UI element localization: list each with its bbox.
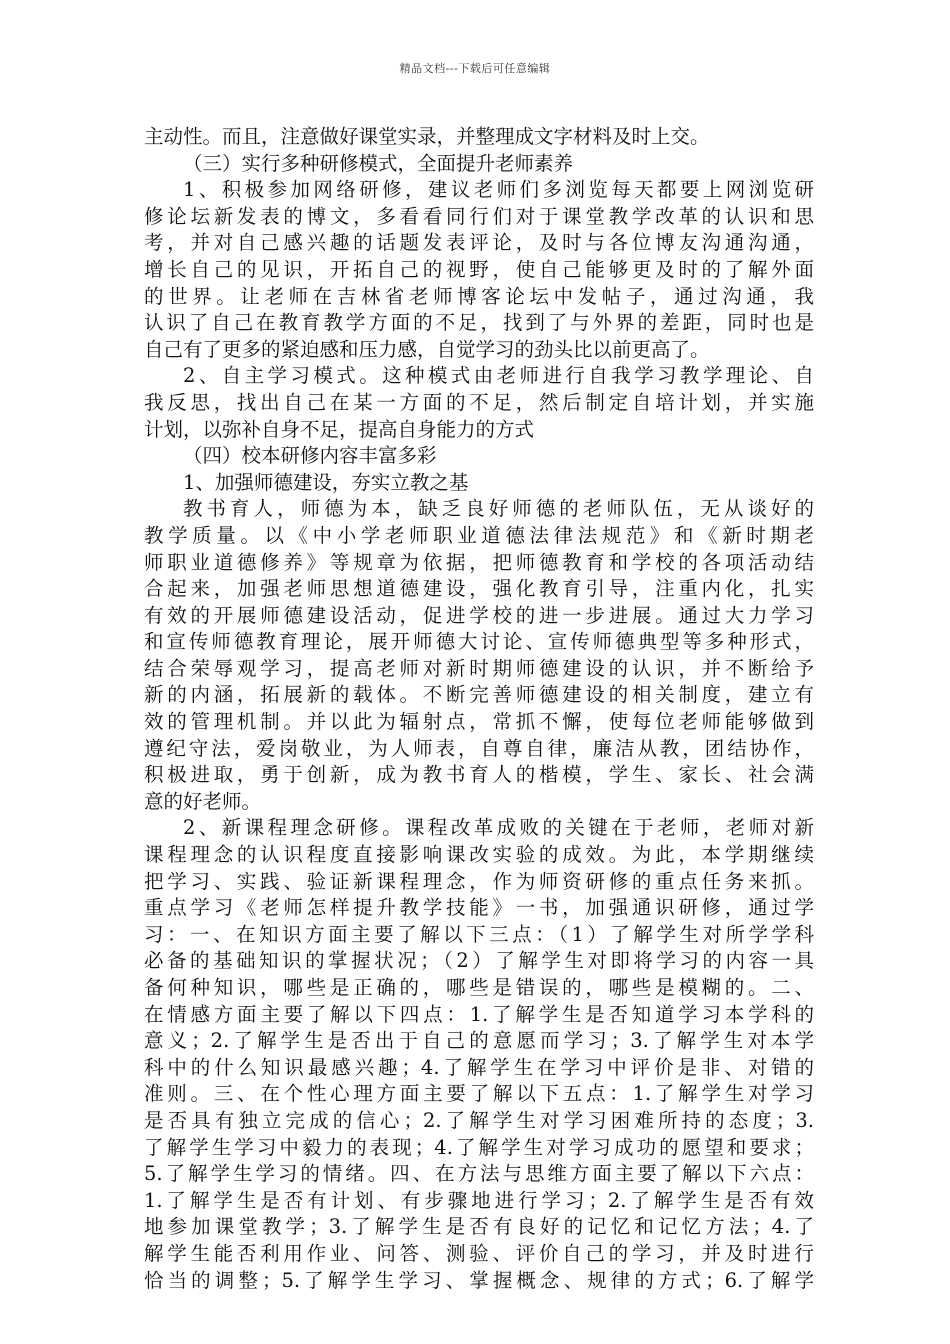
text-line: 认识了自己在教育教学方面的不足，找到了与外界的差距，同时也是 (144, 311, 814, 335)
text-line: 备何种知识，哪些是正确的，哪些是错误的，哪些是模糊的。二、 (144, 976, 814, 999)
text-line: 积极进取，勇于创新，成为教书育人的楷模，学生、家长、社会满 (144, 763, 814, 787)
section-heading: （四）校本研修内容丰富多彩 (183, 444, 437, 468)
text-line: 和宣传师德教育理论，展开师德大讨论、宣传师德典型等多种形式， (144, 630, 814, 654)
text-line: 效的管理机制。并以此为辐射点，常抓不懈，使每位老师能够做到 (144, 710, 814, 734)
text-line: 师职业道德修养》等规章为依据，把师德教育和学校的各项活动结 (144, 550, 814, 574)
text-line: 1、积极参加网络研修，建议老师们多浏览每天都要上网浏览研 (183, 178, 814, 202)
text-line: 新的内涵，拓展新的载体。不断完善师德建设的相关制度，建立有 (144, 683, 814, 707)
text-line: 的世界。让老师在吉林省老师博客论坛中发帖子，通过沟通，我 (144, 284, 814, 308)
text-line: 了解学生学习中毅力的表现；4.了解学生对学习成功的愿望和要求； (144, 1135, 814, 1159)
section-heading: 1、加强师德建设，夯实立教之基 (183, 470, 469, 494)
text-line: 是否具有独立完成的信心；2.了解学生对学习困难所持的态度；3. (144, 1108, 814, 1132)
text-line: 我反思，找出自己在某一方面的不足，然后制定自培计划，并实施 (144, 390, 814, 414)
document-body (144, 124, 814, 1294)
text-line: 增长自己的见识，开拓自己的视野，使自己能够更及时的了解外面 (144, 257, 814, 281)
text-line: 2、自主学习模式。这种模式由老师进行自我学习教学理论、自 (183, 364, 814, 388)
text-line: 有效的开展师德建设活动，促进学校的进一步进展。通过大力学习 (144, 603, 814, 627)
text-line: 意义；2.了解学生是否出于自己的意愿而学习；3.了解学生对本学 (144, 1029, 814, 1053)
text-line: 结合荣辱观学习，提高老师对新时期师德建设的认识，并不断给予 (144, 656, 814, 680)
text-line: 地参加课堂教学；3.了解学生是否有良好的记忆和记忆方法；4.了 (144, 1215, 814, 1239)
text-line: 把学习、实践、验证新课程理念，作为师资研修的重点任务来抓。 (144, 869, 814, 893)
text-line: 解学生能否利用作业、问答、测验、评价自己的学习，并及时进行 (144, 1241, 814, 1265)
text-line: 准则。三、在个性心理方面主要了解以下五点：1.了解学生对学习 (144, 1082, 814, 1106)
section-heading: （三）实行多种研修模式，全面提升老师素养 (183, 151, 574, 175)
text-line: 主动性。而且，注意做好课堂实录，并整理成文字材料及时上交。 (144, 125, 710, 148)
text-line: 2、新课程理念研修。课程改革成败的关键在于老师，老师对新 (183, 816, 814, 840)
text-line: 1.了解学生是否有计划、有步骤地进行学习；2.了解学生是否有效 (144, 1188, 814, 1212)
text-line: 考，并对自己感兴趣的话题发表评论，及时与各位博友沟通沟通， (144, 231, 814, 255)
text-line: 恰当的调整；5.了解学生学习、掌握概念、规律的方式；6.了解学 (144, 1268, 814, 1292)
text-line: 合起来，加强老师思想道德建设，强化教育引导，注重内化，扎实 (144, 577, 814, 601)
text-line: 5.了解学生学习的情绪。四、在方法与思维方面主要了解以下六点： (144, 1162, 814, 1186)
text-line: 自己有了更多的紧迫感和压力感，自觉学习的劲头比以前更高了。 (144, 337, 710, 361)
text-line: 习：一、在知识方面主要了解以下三点：（1）了解学生对所学学科 (144, 922, 814, 946)
text-line: 必备的基础知识的掌握状况；（2）了解学生对即将学习的内容一具 (144, 949, 814, 973)
text-line: 教学质量。以《中小学老师职业道德法律法规范》和《新时期老 (144, 523, 814, 547)
text-line: 在情感方面主要了解以下四点：1.了解学生是否知道学习本学科的 (144, 1002, 814, 1026)
page-header: 精品文档---下载后可任意编辑 (399, 62, 551, 75)
text-line: 科中的什么知识最感兴趣；4.了解学生在学习中评价是非、对错的 (144, 1055, 814, 1079)
text-line: 教书育人，师德为本，缺乏良好师德的老师队伍，无从谈好的 (183, 497, 814, 521)
text-line: 课程理念的认识程度直接影响课改实验的成效。为此，本学期继续 (144, 843, 814, 867)
text-line: 重点学习《老师怎样提升教学技能》一书，加强通识研修，通过学 (144, 896, 814, 920)
text-line: 修论坛新发表的博文，多看看同行们对于课堂教学改革的认识和思 (144, 204, 814, 228)
text-line: 遵纪守法，爱岗敬业，为人师表，自尊自律，廉洁从教，团结协作， (144, 736, 814, 760)
text-line: 意的好老师。 (144, 789, 262, 813)
text-line: 计划，以弥补自身不足，提高自身能力的方式 (144, 417, 535, 441)
